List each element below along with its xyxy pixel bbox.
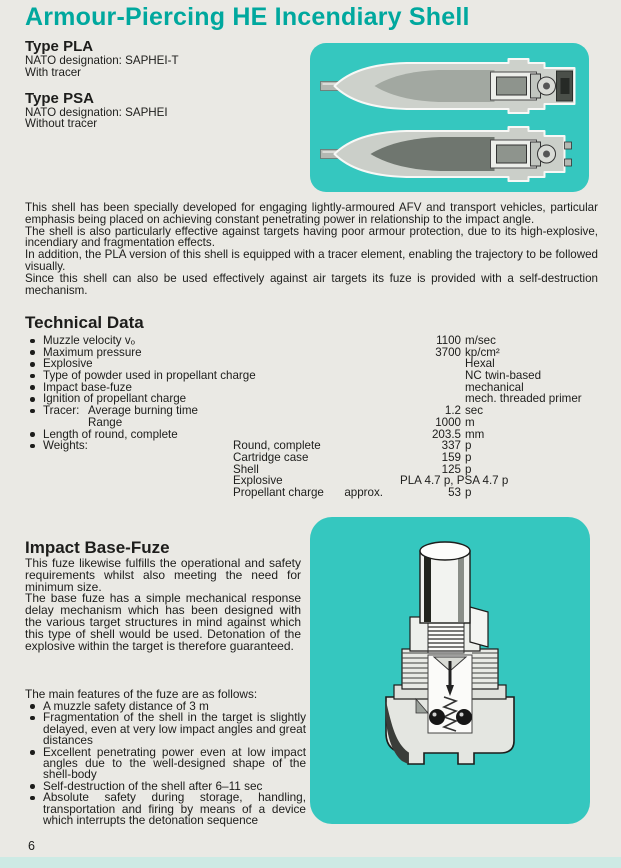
bullet-icon xyxy=(30,409,35,414)
fuze-diagram-panel xyxy=(310,517,590,824)
intro-paragraph: The shell is also particularly effective against targets having poor armour protection, due to its high-explosive, incendiary and fragmentation effects. xyxy=(25,224,598,250)
tech-value-unit: mechanical xyxy=(465,380,524,394)
intro-paragraphs xyxy=(25,202,598,296)
tech-label: Length of round, complete xyxy=(43,427,178,441)
technical-row xyxy=(0,487,621,499)
tech-value-wide: PLA 4.7 p, PSA 4.7 p xyxy=(400,474,509,488)
technical-row xyxy=(0,440,621,452)
fuze-features xyxy=(25,689,306,826)
tech-value-number: 3700 xyxy=(435,345,461,359)
intro-paragraph: This shell has been specially developed for engaging lightly-armoured AFV and transport vehicles, particular emphasis being placed on achieving constant penetrating power in relationship to the impact angle. xyxy=(25,201,598,226)
technical-row xyxy=(0,464,621,476)
tech-value-number: 125 xyxy=(441,462,461,476)
tech-weight-label: Round, complete xyxy=(233,439,321,453)
feature-item xyxy=(25,792,306,826)
feature-item xyxy=(25,712,306,746)
technical-row xyxy=(0,335,621,347)
type-pla-nato: NATO designation: SAPHEI-T xyxy=(25,54,179,67)
shell-cutaway-psa-illustration xyxy=(318,123,581,185)
fuze-cutaway-illustration xyxy=(358,537,546,805)
tech-value-number: 337 xyxy=(441,439,461,453)
tech-value-unit: p xyxy=(465,485,472,499)
bullet-icon xyxy=(30,704,35,709)
tech-value-unit: p xyxy=(465,450,472,464)
fuze-paragraph: The base fuze has a simple mechanical response delay mechanism which has been designed with the various target structures in mind against which this type of shell would be used. Detonation of the explosive within the target is therefore guaranteed. xyxy=(25,591,301,653)
bullet-icon xyxy=(30,397,35,402)
tech-value-unit: sec xyxy=(465,404,484,418)
features-intro: The main features of the fuze are as follows: xyxy=(25,687,258,701)
tech-label: Type of powder used in propellant charge xyxy=(43,369,256,383)
fuze-paragraphs xyxy=(25,558,301,652)
intro-paragraph: In addition, the PLA version of this shell is equipped with a tracer element, enabling the trajectory to be followed visually. xyxy=(25,248,598,273)
tech-label: Maximum pressure xyxy=(43,345,142,359)
type-psa-name: Type PSA xyxy=(25,89,94,107)
page-title: Armour-Piercing HE Incendiary Shell xyxy=(25,3,470,31)
tech-value-number: 1100 xyxy=(436,334,461,347)
tech-value-number: 203.5 xyxy=(431,427,461,441)
bullet-icon xyxy=(30,374,35,379)
tech-value-unit: NC twin-based xyxy=(465,369,542,383)
tech-label: Weights: xyxy=(43,439,88,453)
tech-label: Explosive xyxy=(43,357,93,371)
tech-weight-label: Explosive xyxy=(233,474,283,488)
tech-weight-label: Propellant charge xyxy=(233,485,324,499)
tech-label: Muzzle velocity vₒ xyxy=(43,334,135,347)
shell-diagram-panel xyxy=(310,43,589,192)
type-psa-block xyxy=(25,90,295,131)
feature-text: A muzzle safety distance of 3 m xyxy=(43,698,209,713)
tech-value-unit: kp/cm² xyxy=(465,345,500,359)
bullet-icon xyxy=(30,350,35,355)
technical-row xyxy=(0,417,621,429)
bullet-icon xyxy=(30,784,35,789)
feature-text: Self-destruction of the shell after 6–11 sec xyxy=(43,778,263,793)
fuze-paragraph: This fuze likewise fulfills the operational and safety requirements whilst also meeting the need for minimum size. xyxy=(25,556,301,594)
tech-label: Impact base-fuze xyxy=(43,380,132,394)
bullet-icon xyxy=(30,796,35,801)
tech-value-unit: p xyxy=(465,462,472,476)
technical-row xyxy=(0,452,621,464)
footer-strip xyxy=(0,857,621,868)
tech-value-unit: p xyxy=(465,439,472,453)
technical-row xyxy=(0,370,621,382)
tech-sublabel: Range xyxy=(88,415,123,429)
shell-type-list xyxy=(25,38,295,130)
feature-item xyxy=(25,744,306,782)
feature-text: Fragmentation of the shell in the target is slightly delayed, even at very low impact angles and great distances xyxy=(43,710,306,748)
tech-value-unit: mech. threaded primer xyxy=(465,392,582,406)
tech-value-unit: Hexal xyxy=(465,357,495,371)
bullet-icon xyxy=(30,750,35,755)
bullet-icon xyxy=(30,432,35,437)
tech-value-prefix: approx. xyxy=(344,485,383,499)
type-pla-note: With tracer xyxy=(25,65,82,79)
tech-value-number: 1.2 xyxy=(444,404,461,418)
type-pla-name: Type PLA xyxy=(25,38,94,55)
technical-row xyxy=(0,347,621,359)
technical-data-heading: Technical Data xyxy=(25,313,144,332)
tech-value-number: 159 xyxy=(441,450,461,464)
tech-value-unit: m/sec xyxy=(465,334,496,347)
tech-value-unit: m xyxy=(465,415,475,429)
tech-sublabel: Average burning time xyxy=(88,404,198,418)
type-psa-note: Without tracer xyxy=(25,117,98,131)
tech-weight-label: Cartridge case xyxy=(233,450,309,464)
bullet-icon xyxy=(30,362,35,367)
bullet-icon xyxy=(30,444,35,449)
bullet-icon xyxy=(30,716,35,721)
features-list xyxy=(25,698,306,827)
feature-text: Excellent penetrating power even at low impact angles due to the well-designed shape of the shell-body xyxy=(43,744,306,782)
bullet-icon xyxy=(30,339,35,344)
feature-text: Absolute safety during storage, handling, transportation and firing by means of a device which interrupts the detonation sequence xyxy=(43,790,306,827)
impact-base-fuze-heading: Impact Base-Fuze xyxy=(25,538,170,557)
page-number: 6 xyxy=(28,839,35,853)
technical-rows xyxy=(0,335,621,499)
type-psa-nato: NATO designation: SAPHEI xyxy=(25,105,168,119)
shell-cutaway-pla-illustration xyxy=(318,55,581,117)
tech-value-number: 53 xyxy=(448,485,461,499)
bullet-icon xyxy=(30,385,35,390)
tech-weight-label: Shell xyxy=(233,462,259,476)
intro-paragraph: Since this shell can also be used effectively against air targets its fuze is provided with a self-destruction mechanism. xyxy=(25,271,598,297)
tech-label: Ignition of propellant charge xyxy=(43,392,187,406)
tech-value-unit: mm xyxy=(465,427,485,441)
tech-label: Tracer: xyxy=(43,404,80,418)
type-pla-block xyxy=(25,38,295,79)
tech-value-number: 1000 xyxy=(435,415,461,429)
